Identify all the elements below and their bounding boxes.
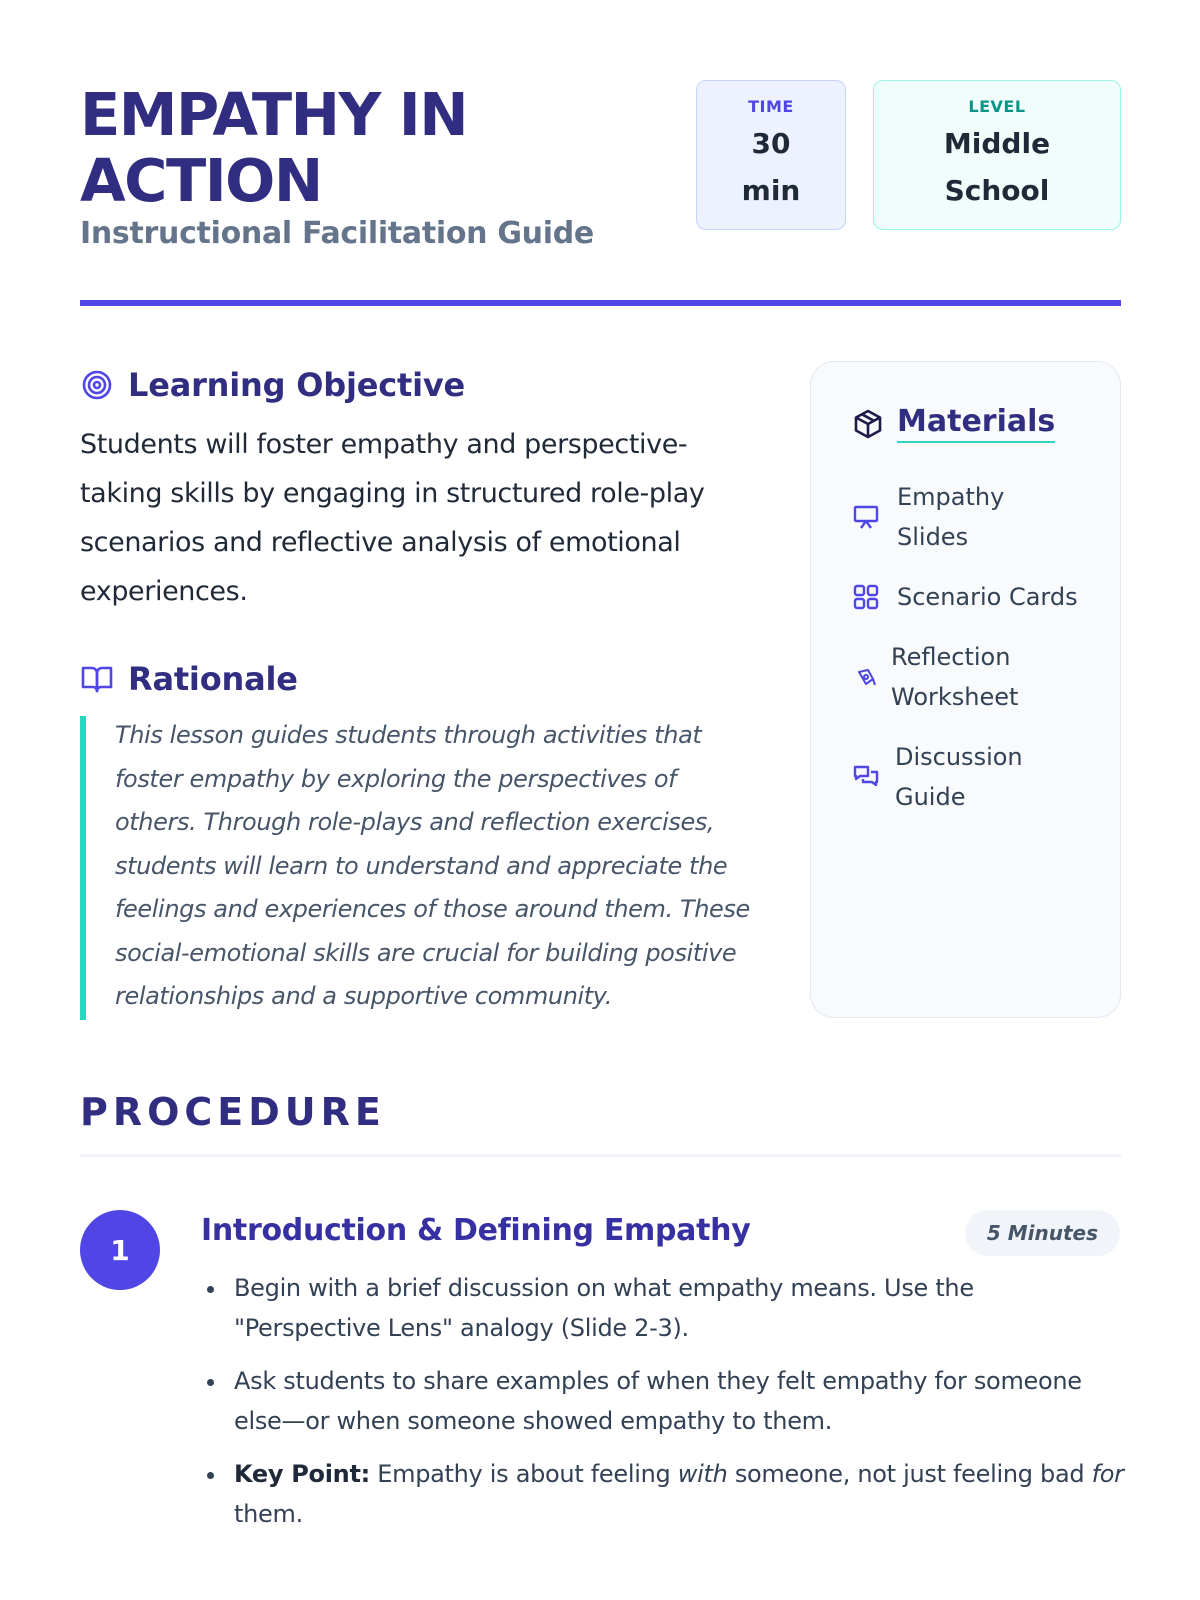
- level-value: Middle School: [943, 127, 1051, 207]
- material-item: [851, 637, 1051, 717]
- key-point-text: Empathy is about feeling: [369, 1460, 678, 1488]
- procedure-heading: PROCEDURE: [80, 1090, 386, 1134]
- rationale-heading-row: [80, 660, 298, 698]
- material-item: [851, 737, 1045, 817]
- target-icon: [80, 368, 114, 402]
- lesson-subtitle: Instructional Facilitation Guide: [80, 216, 594, 251]
- grid-icon: [851, 582, 881, 612]
- key-point-text: them.: [234, 1500, 303, 1528]
- chat-bubbles-icon: [851, 762, 881, 792]
- header-divider: [80, 300, 1121, 306]
- material-label: Scenario Cards: [897, 583, 1078, 611]
- material-label: Empathy Slides: [897, 483, 1005, 551]
- objective-heading-row: [80, 366, 465, 404]
- materials-heading: Materials: [897, 404, 1055, 443]
- key-point-emphasis: with: [677, 1460, 728, 1488]
- key-point-emphasis: for: [1091, 1460, 1124, 1488]
- package-icon: [851, 407, 885, 441]
- time-badge: [696, 80, 846, 230]
- step-bullet: Begin with a brief discussion on what empathy means. Use the "Perspective Lens" analogy (Slide 2-3).: [205, 1268, 1125, 1348]
- level-label: LEVEL: [968, 97, 1026, 116]
- material-item: [851, 477, 1027, 557]
- step-bullet-key-point: [205, 1454, 1125, 1534]
- key-point-text: someone, not just feeling bad: [727, 1460, 1092, 1488]
- material-label: Discussion Guide: [895, 743, 1023, 811]
- rationale-heading: Rationale: [128, 660, 298, 698]
- presentation-icon: [851, 502, 881, 532]
- key-point-label: Key Point:: [234, 1460, 370, 1488]
- objective-heading: Learning Objective: [128, 366, 466, 404]
- material-item: [851, 577, 1078, 617]
- rationale-blockquote: [80, 716, 750, 1020]
- rationale-text: This lesson guides students through activities that foster empathy by exploring the perspectives of others. Through role-plays and reflection exercises, students will learn to understand and appreciate the feelings and experiences of those around them. These social-emotional skills are crucial for building positive relationships and a supportive community.: [115, 721, 750, 1010]
- materials-heading-row: [851, 404, 1055, 443]
- time-label: TIME: [748, 97, 794, 116]
- level-badge: [873, 80, 1121, 230]
- step-duration-badge: 5 Minutes: [965, 1210, 1120, 1256]
- lesson-title: EMPATHY IN ACTION: [80, 80, 468, 215]
- procedure-divider: [80, 1154, 1121, 1157]
- time-value: 30 min: [741, 127, 801, 207]
- pen-tool-icon: [851, 662, 881, 692]
- step-title: Introduction & Defining Empathy: [201, 1213, 751, 1248]
- step-number-badge: 1: [80, 1210, 160, 1290]
- materials-card: [810, 361, 1121, 1018]
- step-bullet-list: [205, 1268, 1125, 1547]
- material-label: Reflection Worksheet: [891, 643, 1019, 711]
- objective-text: Students will foster empathy and perspective-taking skills by engaging in structured role-play scenarios and reflective analysis of emotional experiences.: [80, 429, 705, 607]
- step-bullet: Ask students to share examples of when they felt empathy for someone else—or when someone showed empathy to them.: [205, 1361, 1125, 1441]
- book-open-icon: [80, 662, 114, 696]
